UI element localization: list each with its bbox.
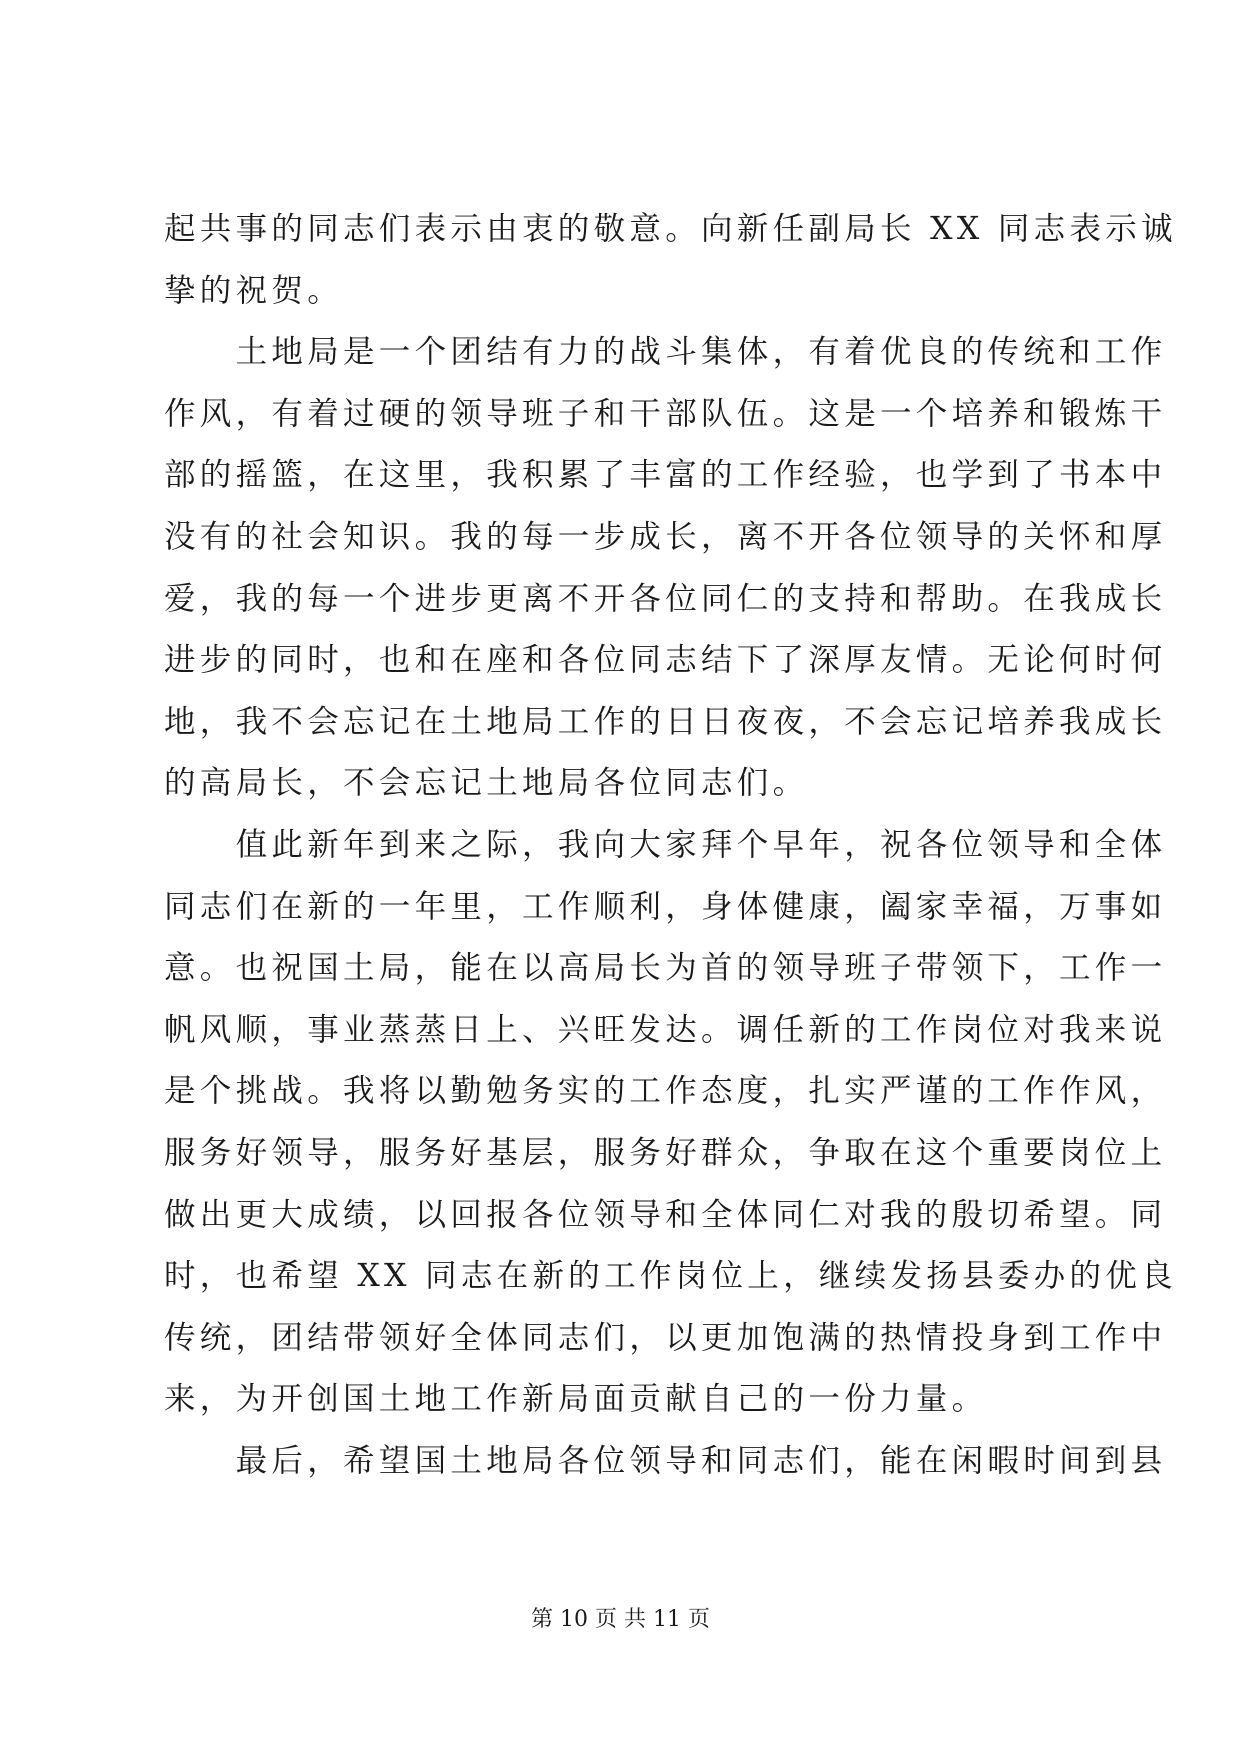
text-line: 挚的祝贺。 — [164, 272, 344, 309]
text-line: 来，为开创国土地工作新局面贡献自己的一份力量。 — [164, 1381, 988, 1418]
text-line: 的高局长，不会忘记土地局各位同志们。 — [164, 765, 809, 802]
text-line: 地，我不会忘记在土地局工作的日日夜夜，不会忘记培养我成长 — [164, 703, 1167, 740]
text-line: 做出更大成绩，以回报各位领导和全体同仁对我的殷切希望。同 — [164, 1196, 1167, 1233]
text-line: 同志们在新的一年里，工作顺利，身体健康，阖家幸福，万事如 — [164, 888, 1167, 925]
text-line: 作风，有着过硬的领导班子和干部队伍。这是一个培养和锻炼干 — [164, 395, 1167, 432]
paragraph-start-line: 土地局是一个团结有力的战斗集体，有着优良的传统和工作 — [164, 334, 1167, 371]
text-line: 爱，我的每一个进步更离不开各位同仁的支持和帮助。在我成长 — [164, 580, 1167, 617]
text-line: 服务好领导，服务好基层，服务好群众，争取在这个重要岗位上 — [164, 1134, 1167, 1171]
text-line: 意。也祝国土局，能在以高局长为首的领导班子带领下，工作一 — [164, 950, 1167, 987]
text-line: 是个挑战。我将以勤勉务实的工作态度，扎实严谨的工作作风， — [164, 1073, 1167, 1110]
paragraph-start-line: 值此新年到来之际，我向大家拜个早年，祝各位领导和全体 — [164, 826, 1167, 863]
text-line: 部的摇篮，在这里，我积累了丰富的工作经验，也学到了书本中 — [164, 457, 1167, 494]
body-text — [164, 199, 1177, 1492]
text-line: 起共事的同志们表示由衷的敬意。向新任副局长 XX 同志表示诚 — [164, 211, 1177, 247]
paragraph-start-line: 最后，希望国土地局各位领导和同志们，能在闲暇时间到县 — [164, 1442, 1167, 1479]
text-line: 没有的社会知识。我的每一步成长，离不开各位领导的关怀和厚 — [164, 518, 1167, 555]
text-line: 进步的同时，也和在座和各位同志结下了深厚友情。无论何时何 — [164, 642, 1167, 679]
page-number-footer: 第 10 页 共 11 页 — [531, 1607, 710, 1632]
text-line: 帆风顺，事业蒸蒸日上、兴旺发达。调任新的工作岗位对我来说 — [164, 1011, 1167, 1048]
text-line: 时，也希望 XX 同志在新的工作岗位上，继续发扬县委办的优良 — [164, 1258, 1177, 1295]
text-line: 传统，团结带领好全体同志们，以更加饱满的热情投身到工作中 — [164, 1319, 1167, 1356]
